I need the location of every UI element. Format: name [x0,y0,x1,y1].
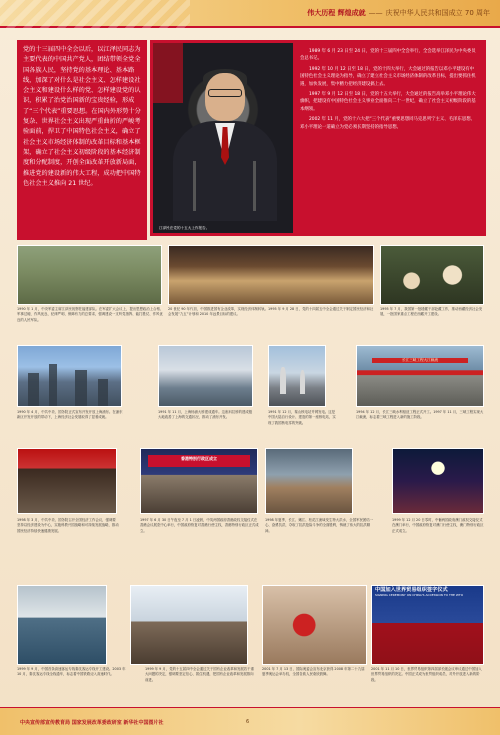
photo-olympic-bid [262,585,367,665]
caption-congress-hall: 20 世纪 90 年代初，中国推进国有企业改革，实现经济体制转轨。1995 年 9 月 28 日，党的十四届五中全会通过关于制定国民经济和社会发展“九五”计划和 2010 年远景目标的建议。 [168,307,374,317]
microphone-icon [253,161,256,211]
hero-paragraph: 1997 年 9 月 12 日至 18 日，党的十五大举行，大会通过的报告高举邓小平理论伟大旗帜，把建设有中国特色社会主义事业全面推向二十一世纪，确立了社会主义初级阶段的基本纲领。 [300,92,476,112]
photo-three-gorges [356,345,484,407]
caption-olympic-bid: 2001 年 7 月 13 日，国际奥委会宣布北京获得 2008 年第二十九届夏季奥运会举办权，全国各族人民欢欣鼓舞。 [262,667,365,677]
photo-yangpu-bridge [158,345,253,407]
caption-macau-return: 1999 年 12 月 20 日零时，中葡两国政府澳门政权交接仪式在澳门举行，中国政府恢复对澳门行使主权，澳门特别行政区正式成立。 [392,518,484,533]
caption-rail: 1999 年 9 月，中国首条高速客运专线秦沈客运专线开工建设。2003 年 10 月，秦沈客运专线全线通车，标志着中国铁路迈入高速时代。 [17,667,126,677]
hero-panel [150,40,486,236]
caption-pudong: 1990 年 4 月，中共中央、国务院正式宣布开发开放上海浦东。在浦东新区开发开放的带动下，上海经济社会发展取得了显著成就。 [17,410,123,420]
three-gorges-banner: 长江三峡工程大江截流 [372,358,468,363]
caption-three-gorges: 1994 年 12 月，长江三峡水利枢纽工程正式开工。1997 年 11 月，三峡工程实现大江截流，标志着三峡工程进入新的施工阶段。 [356,410,484,420]
photo-flood-relief [265,448,353,514]
caption-flood-relief: 1998 年夏季，长江、嫩江、松花江流域发生特大洪水，全国军民团结一心、奋勇抗洪，夺取了抗洪抢险斗争的全面胜利，铸就了伟大的抗洪精神。 [265,518,374,533]
caption-nuclear-plant: 1991 年 12 月，秦山核电站并网发电。这是中国大陆自行设计、建造的第一座核电站，实现了我国核电零的突破。 [268,410,336,425]
footer-bar [0,707,500,735]
photo-pudong-skyline [17,345,122,407]
hero-speaker-photo [153,43,293,233]
caption-military-inspection: 1990 年 1 月，中央军委主席江泽民视察驻福建部队。在军委扩大会议上，提出思想政治上合格、军事过硬、作风优良、纪律严明、保障有力的总要求，强调建设一支听党指挥、能打胜仗、作风优良的人民军队。 [17,307,164,322]
banner-decoration [0,0,190,28]
hero-paragraph: 1989 年 6 月 23 日至 24 日，党的十三届四中全会举行，全会选举江泽民为中央委员会总书记。 [300,49,476,62]
wto-signing-banner [372,586,483,623]
hero-paragraph: 2002 年 11 月，党的十六大把“三个代表”重要思想同马克思列宁主义、毛泽东思想、邓小平理论一道确立为党必须长期坚持的指导思想。 [300,117,475,130]
caption-yangpu-bridge: 1991 年 11 月，上海杨浦大桥建成通车。这座斜拉桥的建成极大地改善了上海的交通状况，推动了浦东开发。 [158,410,253,420]
photo-rail-construction [17,585,107,665]
footer-publisher: 中央宣传部宣传教育局 国家发展改革委政研室 新华社中国图片社 [20,720,164,726]
photo-wto-signing [371,585,484,665]
photo-work-conference [17,448,117,514]
top-banner [0,0,500,28]
wto-banner-cn: 中国加入世界贸易组织签字仪式 [375,587,448,593]
flag-backdrop [153,43,183,103]
poster-title-main: 伟大历程 辉煌成就 [307,9,366,17]
microphone-icon [193,161,196,211]
hero-paragraph: 1992 年 10 月 12 日至 18 日，党的十四大举行，大会通过的报告以邓小平建设有中国特色社会主义理论为指导，确立了建立社会主义市场经济体制的改革目标，提出要抓住机遇，加快发展，集中精力把经济建设搞上去。 [300,66,476,87]
photo-congress-hall [168,245,374,305]
hk-banner: 香港特别行政区成立 [148,455,250,467]
caption-work-conference: 1998 年 3 月，中共中央、国务院召开全国经济工作会议，强调要坚持以经济建设为中心，实施科教兴国战略和可持续发展战略，推动国民经济持续快速健康发展。 [17,518,119,533]
photo-macau-return [392,448,484,514]
poster-title-dash: —— [368,9,383,17]
hero-text [300,48,478,134]
photo-military-inspection [17,245,162,305]
poster-title [307,8,490,18]
intro-text-box: 党的十三届四中全会以后，以江泽民同志为主要代表的中国共产党人，团结带领全党全国各族人民，坚持党的基本理论、基本路线，加深了对什么是社会主义、怎样建设社会主义和建设什么样的党、怎样建设党的认识，积累了治党治国新的宝贵经验，形成了“三个代表”重要思想。在国内外形势十分复杂、世界社会主义出现严重曲折的严峻考验面前，捍卫了中国特色社会主义，确立了社会主义市场经济体制的改革目标和基本框架，确立了社会主义初级阶段的基本经济制度和分配制度，开创全面改革开放新局面，推进党的建设新的伟大工程，成功把中国特色社会主义推向 21 世纪。 [17,40,147,240]
photo-enterprise-reform [130,585,248,665]
caption-tibet-workers: 1995 年 7 月，我国第一批援藏干部赴藏工作，推动西藏经济社会发展，一批国家重点工程在西藏开工建设。 [380,307,483,317]
caption-enterprise-reform: 1999 年 9 月，党的十五届四中全会通过关于国有企业改革和发展若干重大问题的决定，强调要坚定信心、抓住机遇，把国有企业改革和发展推向前进。 [145,667,254,682]
page-number: 6 [246,719,250,725]
photo-nuclear-plant [268,345,326,407]
caption-hk-handover: 1997 年 6 月 30 日午夜至 7 月 1 日凌晨，中英两国政府香港政权交接仪式在香港会议展览中心举行，中国政府恢复对香港行使主权，香港特别行政区正式成立。 [140,518,259,533]
wto-banner-en: SIGNING CEREMONY ON CHINA'S ACCESSION TO THE WTO [375,593,464,597]
photo-tibet-workers [380,245,484,305]
photo-hk-handover [140,448,258,514]
caption-wto: 2001 年 11 月 10 日，世界贸易组织第四届部长级会议审议通过中国加入世界贸易组织的决定。中国正式成为世贸组织成员，对外开放进入新的阶段。 [371,667,482,682]
speaker-glasses [208,89,242,97]
speaker-head [205,73,245,121]
poster-title-sub: 庆祝中华人民共和国成立 70 周年 [385,9,490,17]
hero-caption: 江泽民在党的十五大上作报告。 [159,226,210,230]
